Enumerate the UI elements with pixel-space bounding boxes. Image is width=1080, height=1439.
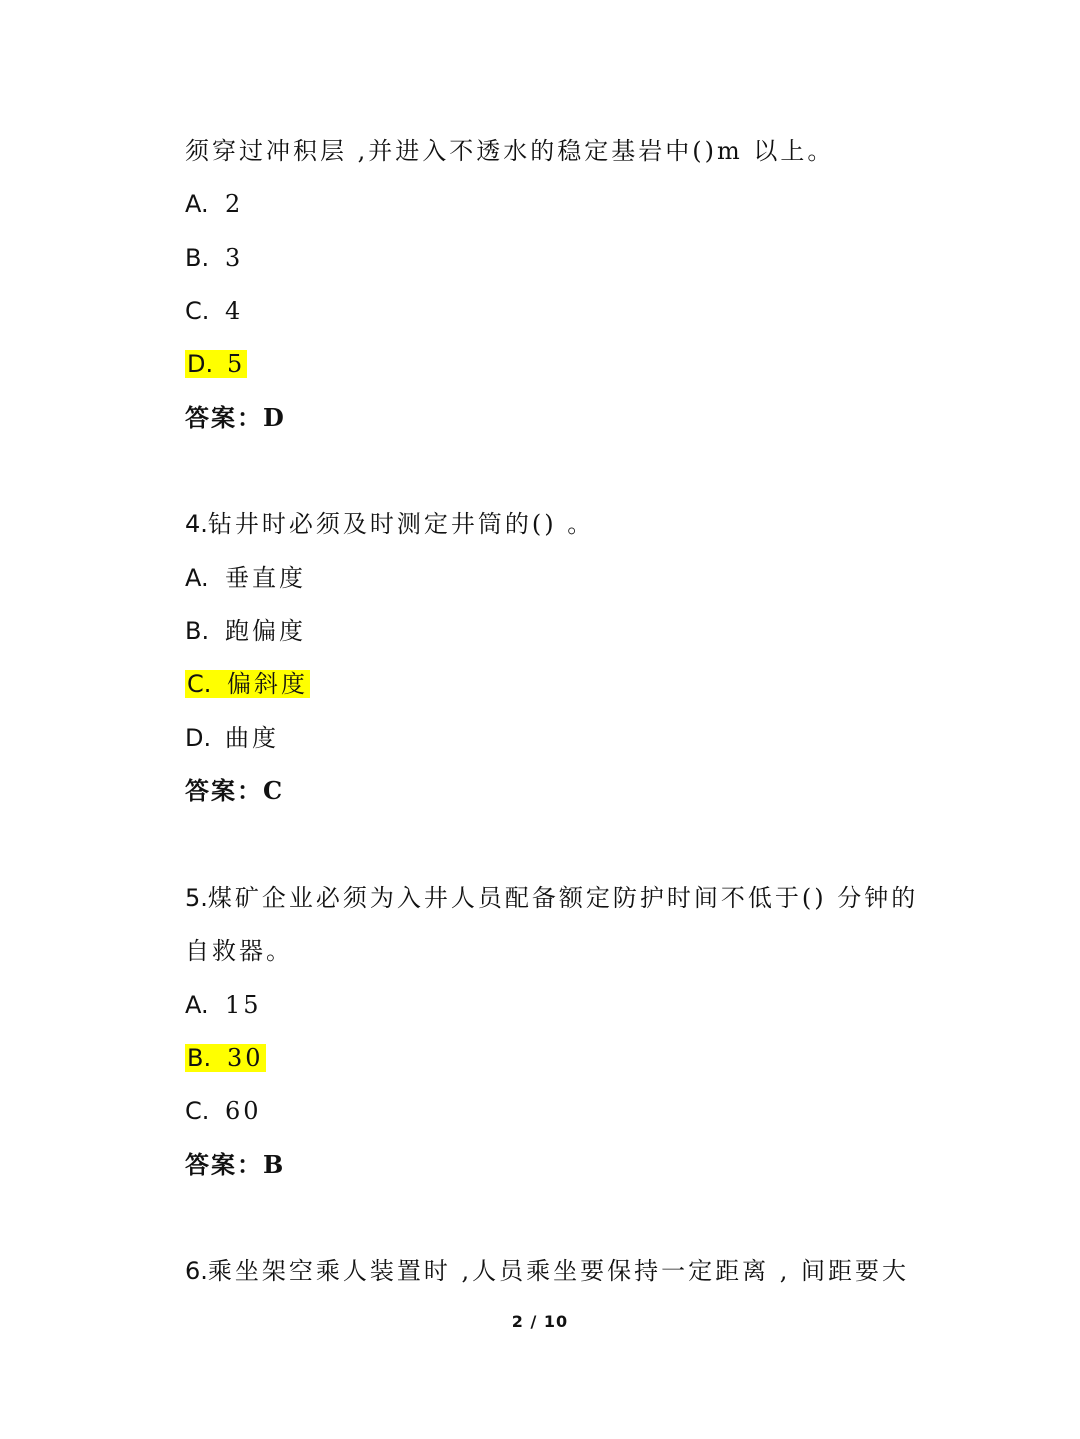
q4-stem <box>185 509 594 539</box>
option-text: 60 <box>225 1097 262 1125</box>
option-label: B. <box>187 1044 212 1072</box>
option-label: A. <box>185 991 209 1019</box>
q3-option-b <box>185 243 243 273</box>
question-number: 4. <box>185 510 208 538</box>
option-label: D. <box>185 724 212 752</box>
question-text: 乘坐架空乘人装置时 ,人员乘坐要保持一定距离 , 间距要大 <box>207 1257 910 1285</box>
option-label: D. <box>187 350 214 378</box>
q5-stem-line1 <box>185 883 918 913</box>
question-number: 6. <box>185 1257 208 1285</box>
q3-answer: 答案：D <box>185 403 286 432</box>
q3-option-a <box>185 189 243 219</box>
q4-option-a <box>185 563 306 593</box>
q4-option-b <box>185 616 306 646</box>
option-label: A. <box>185 564 209 592</box>
q5-option-a <box>185 990 262 1020</box>
option-text: 垂直度 <box>225 564 306 592</box>
highlighted-option <box>185 1044 266 1072</box>
q5-option-b <box>185 1043 266 1073</box>
option-label: C. <box>187 670 212 698</box>
q3-stem-continuation: 须穿过冲积层 ,并进入不透水的稳定基岩中()m 以上。 <box>185 137 835 165</box>
option-label: B. <box>185 617 210 645</box>
q3-option-c <box>185 296 243 326</box>
q5-option-c <box>185 1096 262 1126</box>
option-text: 30 <box>227 1044 264 1072</box>
option-label: C. <box>185 297 210 325</box>
option-text: 跑偏度 <box>225 617 306 645</box>
q4-option-c <box>185 669 310 699</box>
option-text: 偏斜度 <box>227 670 308 698</box>
option-text: 曲度 <box>225 724 279 752</box>
question-number: 5. <box>185 884 208 912</box>
question-text: 煤矿企业必须为入井人员配备额定防护时间不低于() 分钟的 <box>207 884 919 912</box>
highlighted-option <box>185 350 247 378</box>
q3-option-d <box>185 349 247 379</box>
option-text: 15 <box>225 991 262 1019</box>
page-number: 2 / 10 <box>511 1312 569 1331</box>
option-label: A. <box>185 190 209 218</box>
option-text: 3 <box>225 244 244 272</box>
q4-answer: 答案：C <box>185 776 285 805</box>
option-text: 2 <box>225 190 244 218</box>
q5-stem-line2: 自救器。 <box>185 937 293 965</box>
q4-option-d <box>185 723 279 753</box>
option-text: 4 <box>225 297 244 325</box>
q5-answer: 答案：B <box>185 1150 286 1179</box>
option-text: 5 <box>227 350 246 378</box>
option-label: B. <box>185 244 210 272</box>
question-text: 钻井时必须及时测定井筒的() 。 <box>207 510 595 538</box>
option-label: C. <box>185 1097 210 1125</box>
q6-stem <box>185 1256 909 1286</box>
highlighted-option <box>185 670 310 698</box>
